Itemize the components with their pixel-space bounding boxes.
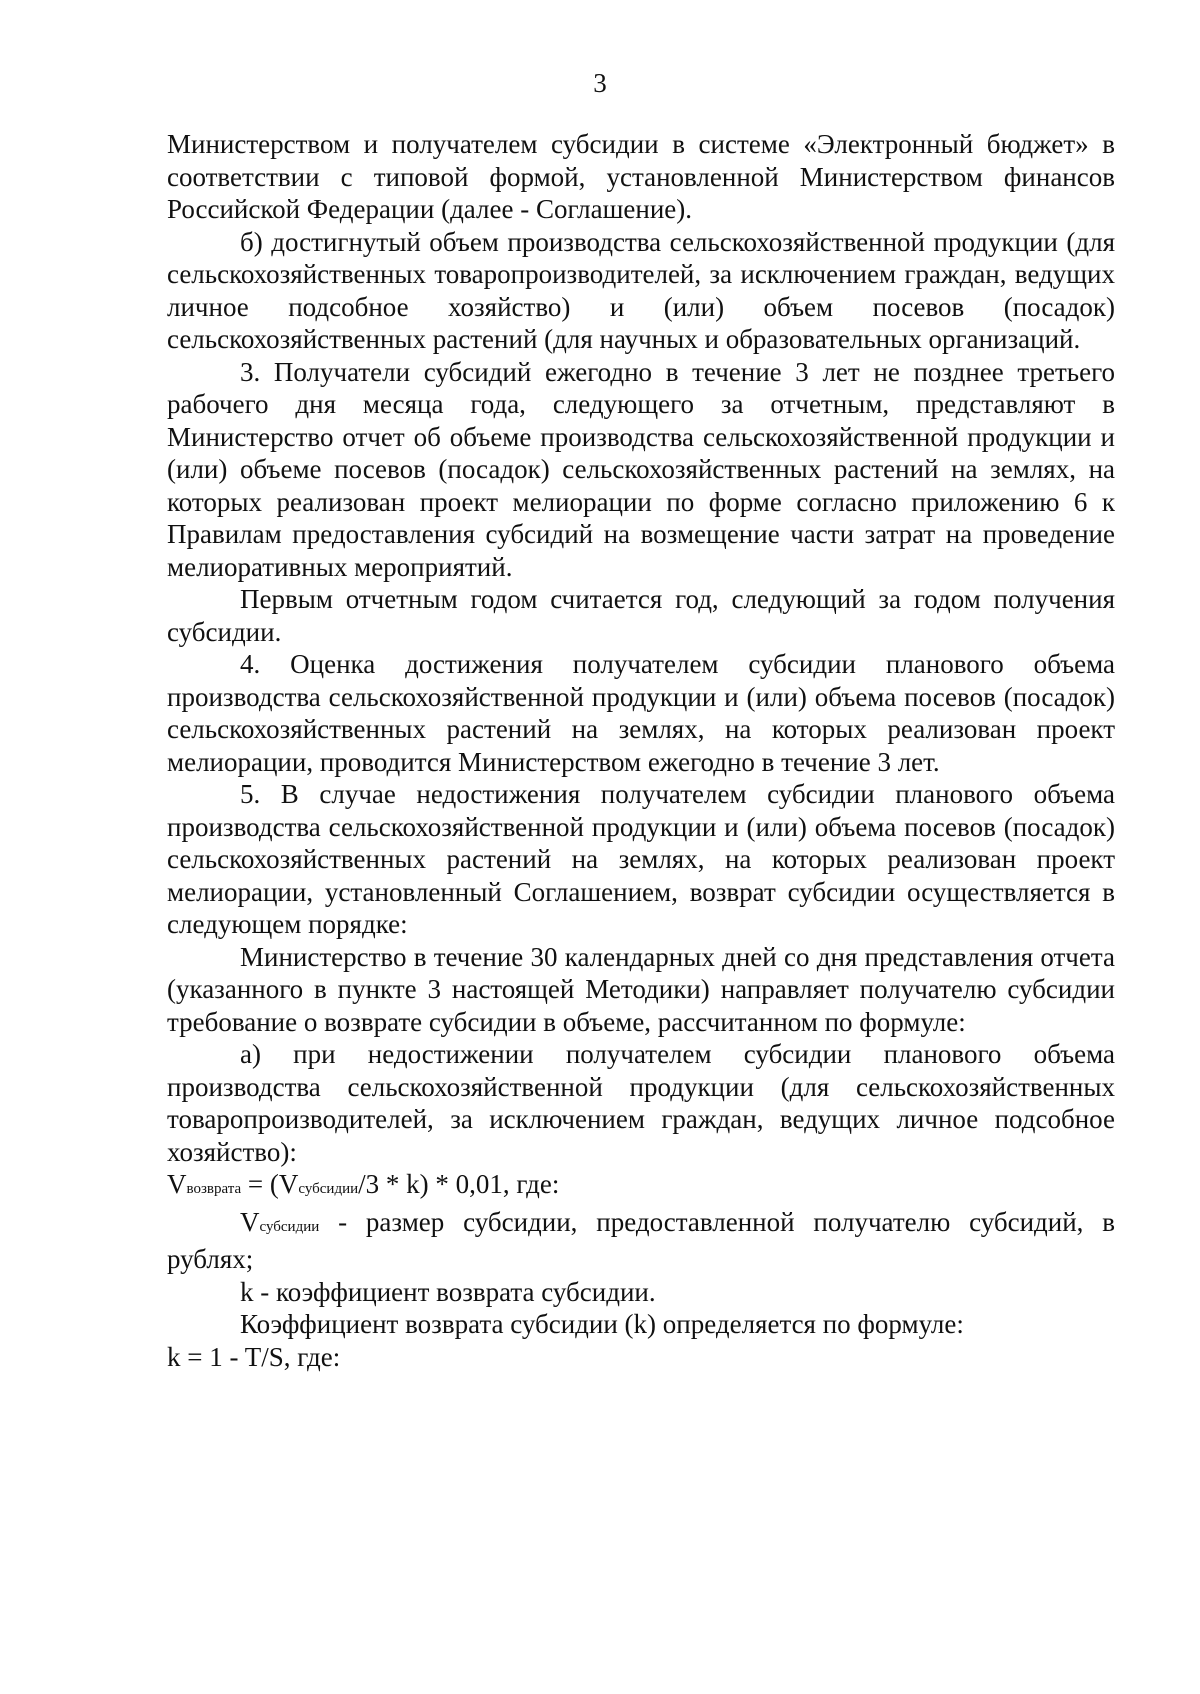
paragraph-3: 3. Получатели субсидий ежегодно в течение 3 лет не позднее третьего рабочего дня месяца года, следующего за отчетным, представляют в Министерство отчет об объеме производства сельскохозяйственной продукции и (или) объеме посевов (посадок) сельскохозяйственных растений на землях, на которых реализован проект мелиорации по форме согласно приложению 6 к Правилам предоставления субсидий на возмещение части затрат на проведение мелиоративных мероприятий. — [167, 356, 1115, 582]
definition-k: k - коэффициент возврата субсидии. — [240, 1276, 656, 1307]
paragraph-first-year: Первым отчетным годом считается год, следующий за годом получения субсидии. — [167, 584, 1115, 647]
paragraph-continuation: Министерством и получателем субсидии в системе «Электронный бюджет» в соответствии с типовой формой, установленной Министерством финансов Российской Федерации (далее - Соглашение). — [167, 129, 1115, 224]
definition-v: V — [240, 1206, 260, 1237]
paragraph-b: б) достигнутый объем производства сельскохозяйственной продукции (для сельскохозяйственных товаропроизводителей, за исключением граждан, ведущих личное подсобное хозяйство) и (или) объем посевов (посадок) сельскохозяйственных растений (для научных и образовательных организаций. — [167, 226, 1115, 354]
formula-eq: = (V — [241, 1169, 299, 1199]
formula-k: k = 1 - T/S, где: — [167, 1341, 341, 1372]
formula-v: V — [167, 1169, 187, 1199]
paragraph-5: 5. В случае недостижения получателем субсидии планового объема производства сельскохозяйственной продукции и (или) объема посевов (посадок) сельскохозяйственных растений на землях, на которых реализован проект мелиорации, установленный Соглашением, возврат субсидии осуществляется в следующем порядке: — [167, 779, 1115, 939]
paragraph-a: а) при недостижении получателем субсидии планового объема производства сельскохозяйственной продукции (для сельскохозяйственных товаропроизводителей, за исключением граждан, ведущих личное подсобное хозяйство): — [167, 1039, 1115, 1167]
page-number: 3 — [593, 68, 607, 98]
formula-return-volume — [167, 1168, 1115, 1206]
paragraph-4: 4. Оценка достижения получателем субсидии планового объема производства сельскохозяйственной продукции и (или) объема посевов (посадок) сельскохозяйственных растений на землях, на которых реализован проект мелиорации, проводится Министерством ежегодно в течение 3 лет. — [167, 649, 1115, 777]
formula-sub-return: возврата — [186, 1181, 242, 1197]
definition-text: - размер субсидии, предоставленной получателю субсидий, в рублях; — [167, 1206, 1115, 1274]
document-body — [167, 128, 1115, 1373]
definition-sub: субсидии — [259, 1218, 320, 1235]
formula-rest: /3 * k) * 0,01, где: — [358, 1169, 560, 1199]
paragraph-ministry: Министерство в течение 30 календарных дней со дня представления отчета (указанного в пункте 3 настоящей Методики) направляет получателю субсидии требование о возврате субсидии в объеме, рассчитанном по формуле: — [167, 941, 1115, 1037]
definition-v-subsidy — [167, 1206, 1115, 1276]
paragraph-k-formula: Коэффициент возврата субсидии (k) определяется по формуле: — [240, 1309, 964, 1339]
formula-sub-subsidy: субсидии — [298, 1181, 359, 1197]
